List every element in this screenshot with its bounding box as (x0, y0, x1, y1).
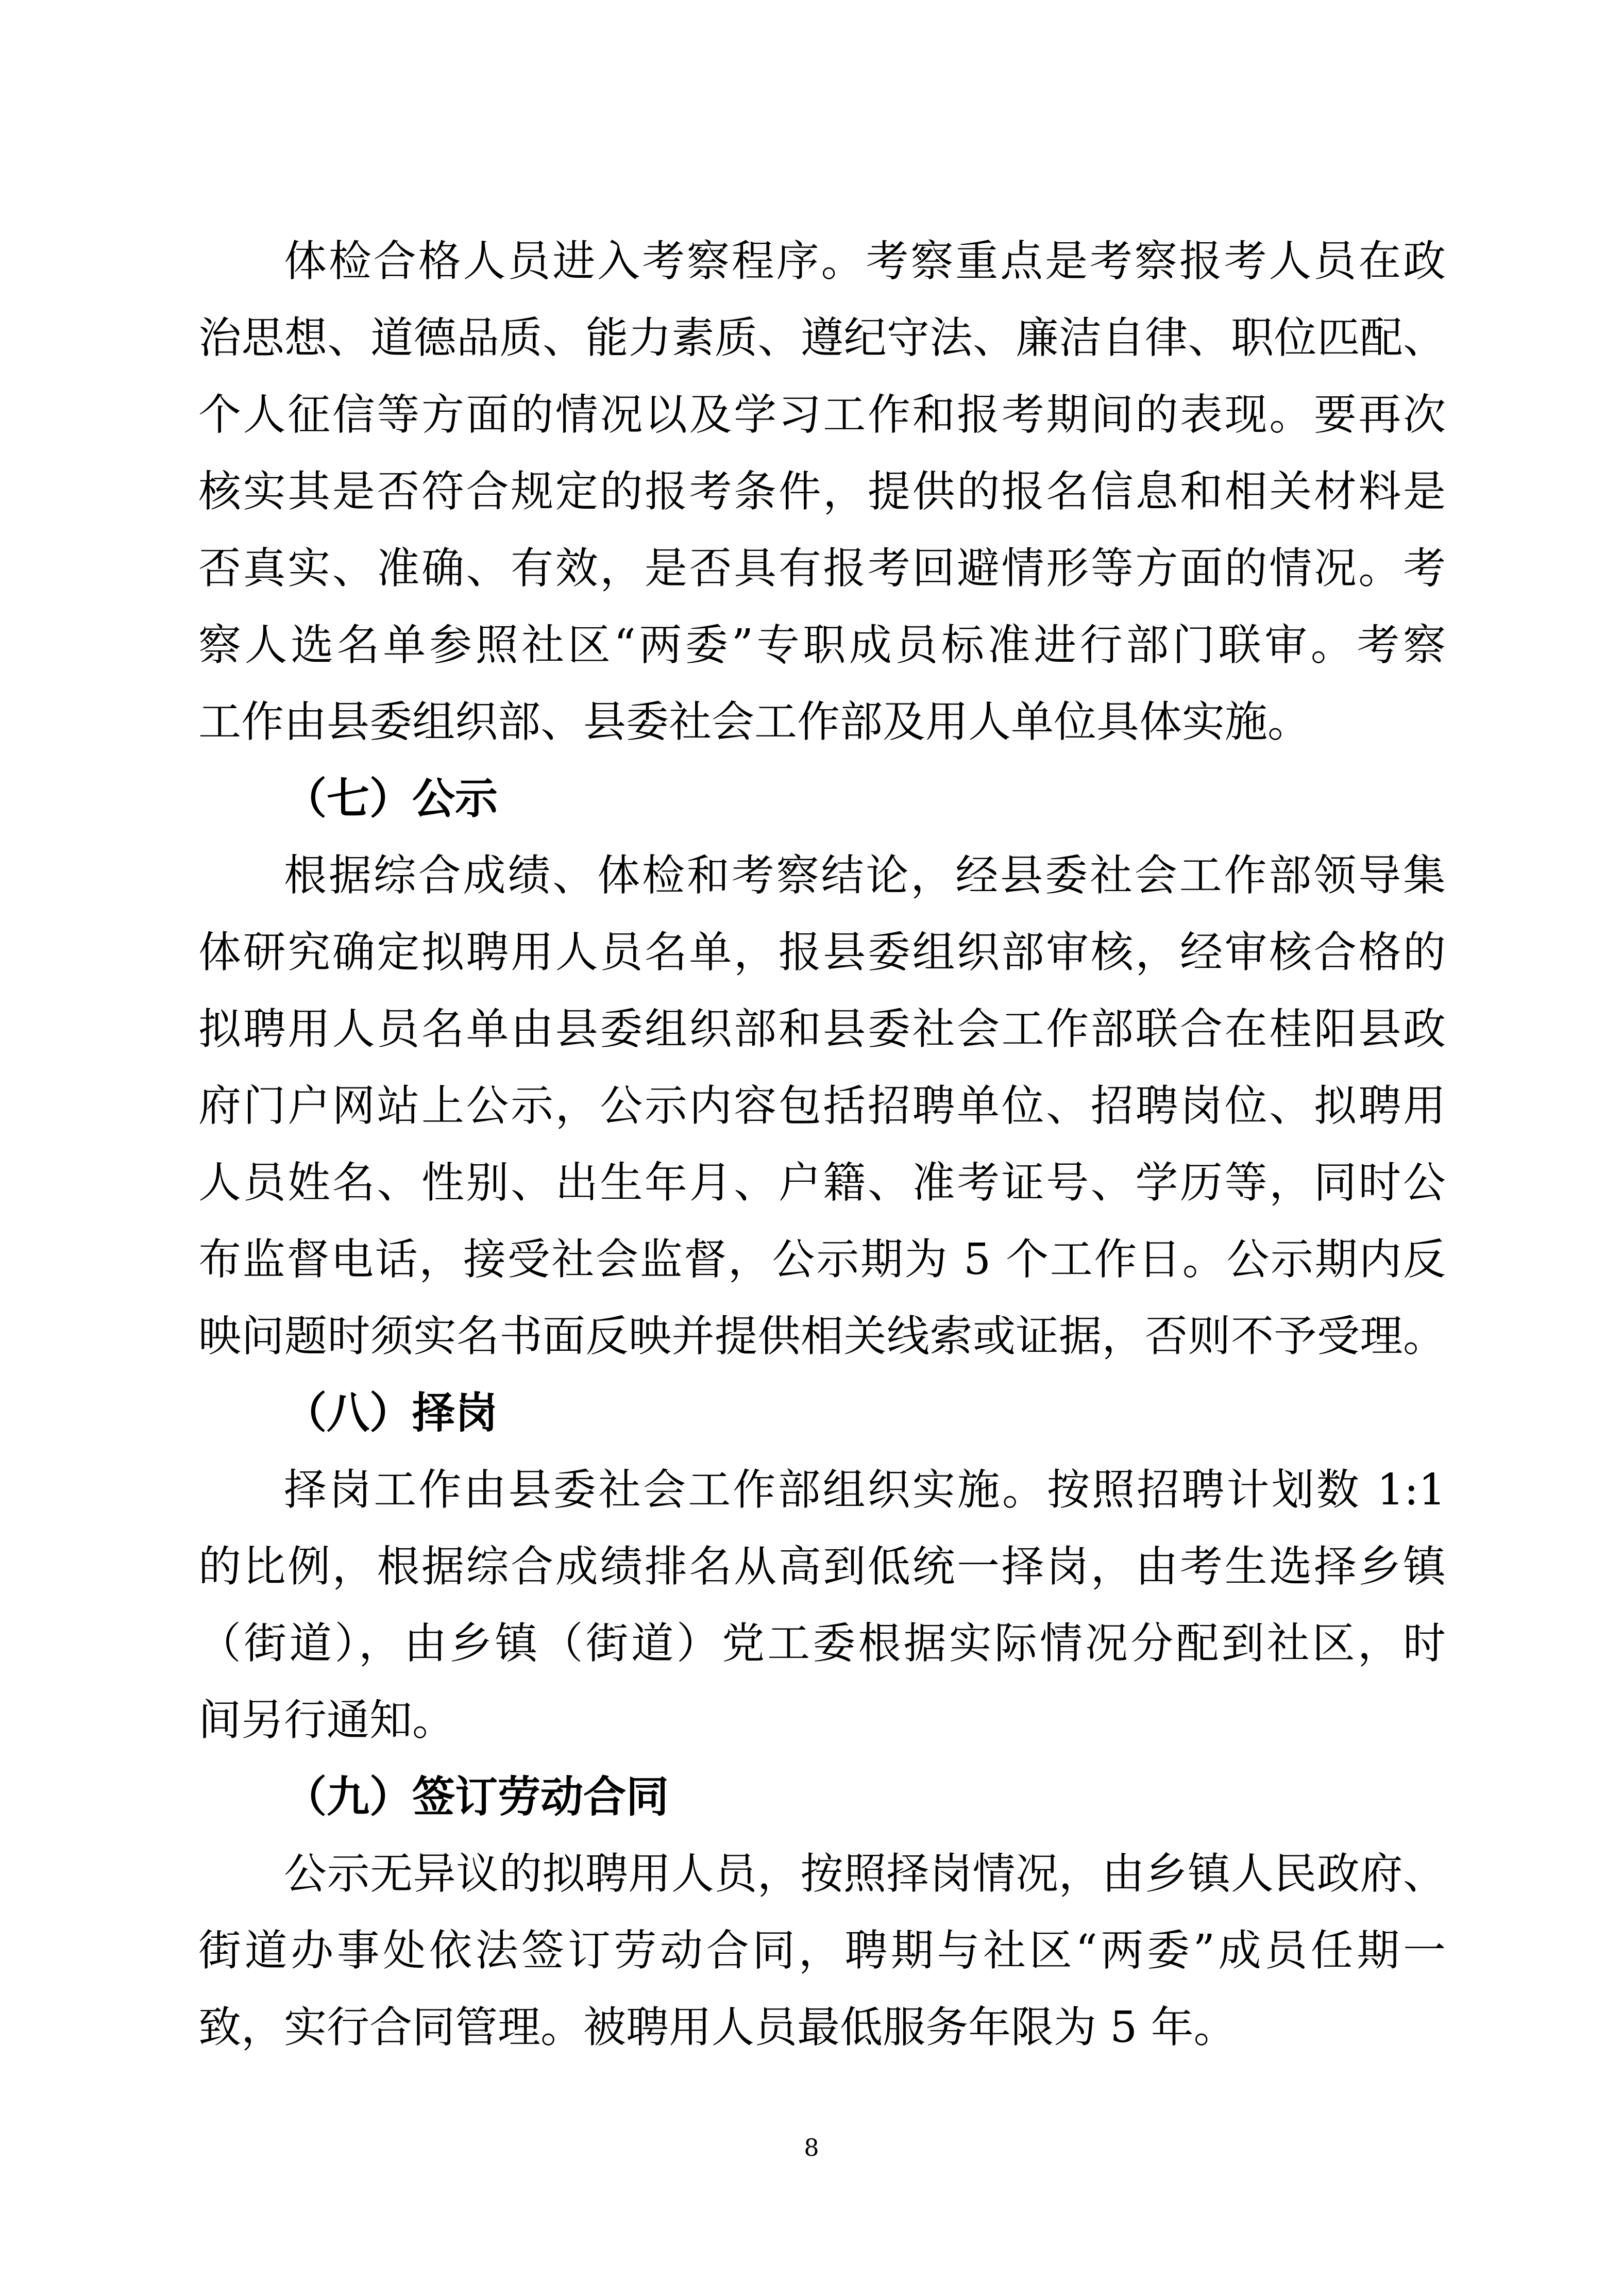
text-line: 择岗工作由县委社会工作部组织实施。按照招聘计划数 1:1 (284, 1465, 1446, 1515)
text-line: 核实其是否符合规定的报考条件，提供的报名信息和相关材料是 (198, 466, 1446, 516)
text-line: 布监督电话，接受社会监督，公示期为 5 个工作日。公示期内反 (198, 1234, 1446, 1284)
section-heading: （八）择岗 (284, 1387, 498, 1438)
text-line: 个人征信等方面的情况以及学习工作和报考期间的表现。要再次 (198, 390, 1446, 440)
text-line: 致，实行合同管理。被聘用人员最低服务年限为 5 年。 (198, 2002, 1237, 2052)
text-line: 的比例，根据综合成绩排名从高到低统一择岗，由考生选择乡镇 (198, 1541, 1446, 1591)
section-heading: （九）签订劳动合同 (284, 1771, 669, 1822)
text-line: （街道），由乡镇（街道）党工委根据实际情况分配到社区，时 (198, 1618, 1446, 1668)
text-block (198, 223, 1446, 2066)
text-line: 公示无异议的拟聘用人员，按照择岗情况，由乡镇人民政府、 (284, 1849, 1446, 1899)
text-line: 人员姓名、性别、出生年月、户籍、准考证号、学历等，同时公 (198, 1158, 1446, 1208)
text-line: 治思想、道德品质、能力素质、遵纪守法、廉洁自律、职位匹配、 (198, 313, 1446, 363)
page-number: 8 (804, 2134, 819, 2161)
text-line: 府门户网站上公示，公示内容包括招聘单位、招聘岗位、拟聘用 (198, 1081, 1446, 1131)
text-line: 否真实、准确、有效，是否具有报考回避情形等方面的情况。考 (198, 543, 1446, 593)
text-line: 体研究确定拟聘用人员名单，报县委组织部审核，经审核合格的 (198, 927, 1446, 977)
text-line: 映问题时须实名书面反映并提供相关线索或证据，否则不予受理。 (198, 1311, 1446, 1361)
text-line: 察人选名单参照社区“两委”专职成员标准进行部门联审。考察 (198, 620, 1446, 670)
text-line: 拟聘用人员名单由县委组织部和县委社会工作部联合在桂阳县政 (198, 1004, 1446, 1054)
section-heading: （七）公示 (284, 773, 498, 824)
text-line: 工作由县委组织部、县委社会工作部及用人单位具体实施。 (198, 697, 1310, 747)
text-line: 街道办事处依法签订劳动合同，聘期与社区“两委”成员任期一 (198, 1925, 1446, 1975)
text-line: 根据综合成绩、体检和考察结论，经县委社会工作部领导集 (284, 850, 1446, 900)
text-line: 间另行通知。 (198, 1695, 455, 1745)
text-line: 体检合格人员进入考察程序。考察重点是考察报考人员在政 (284, 236, 1446, 286)
